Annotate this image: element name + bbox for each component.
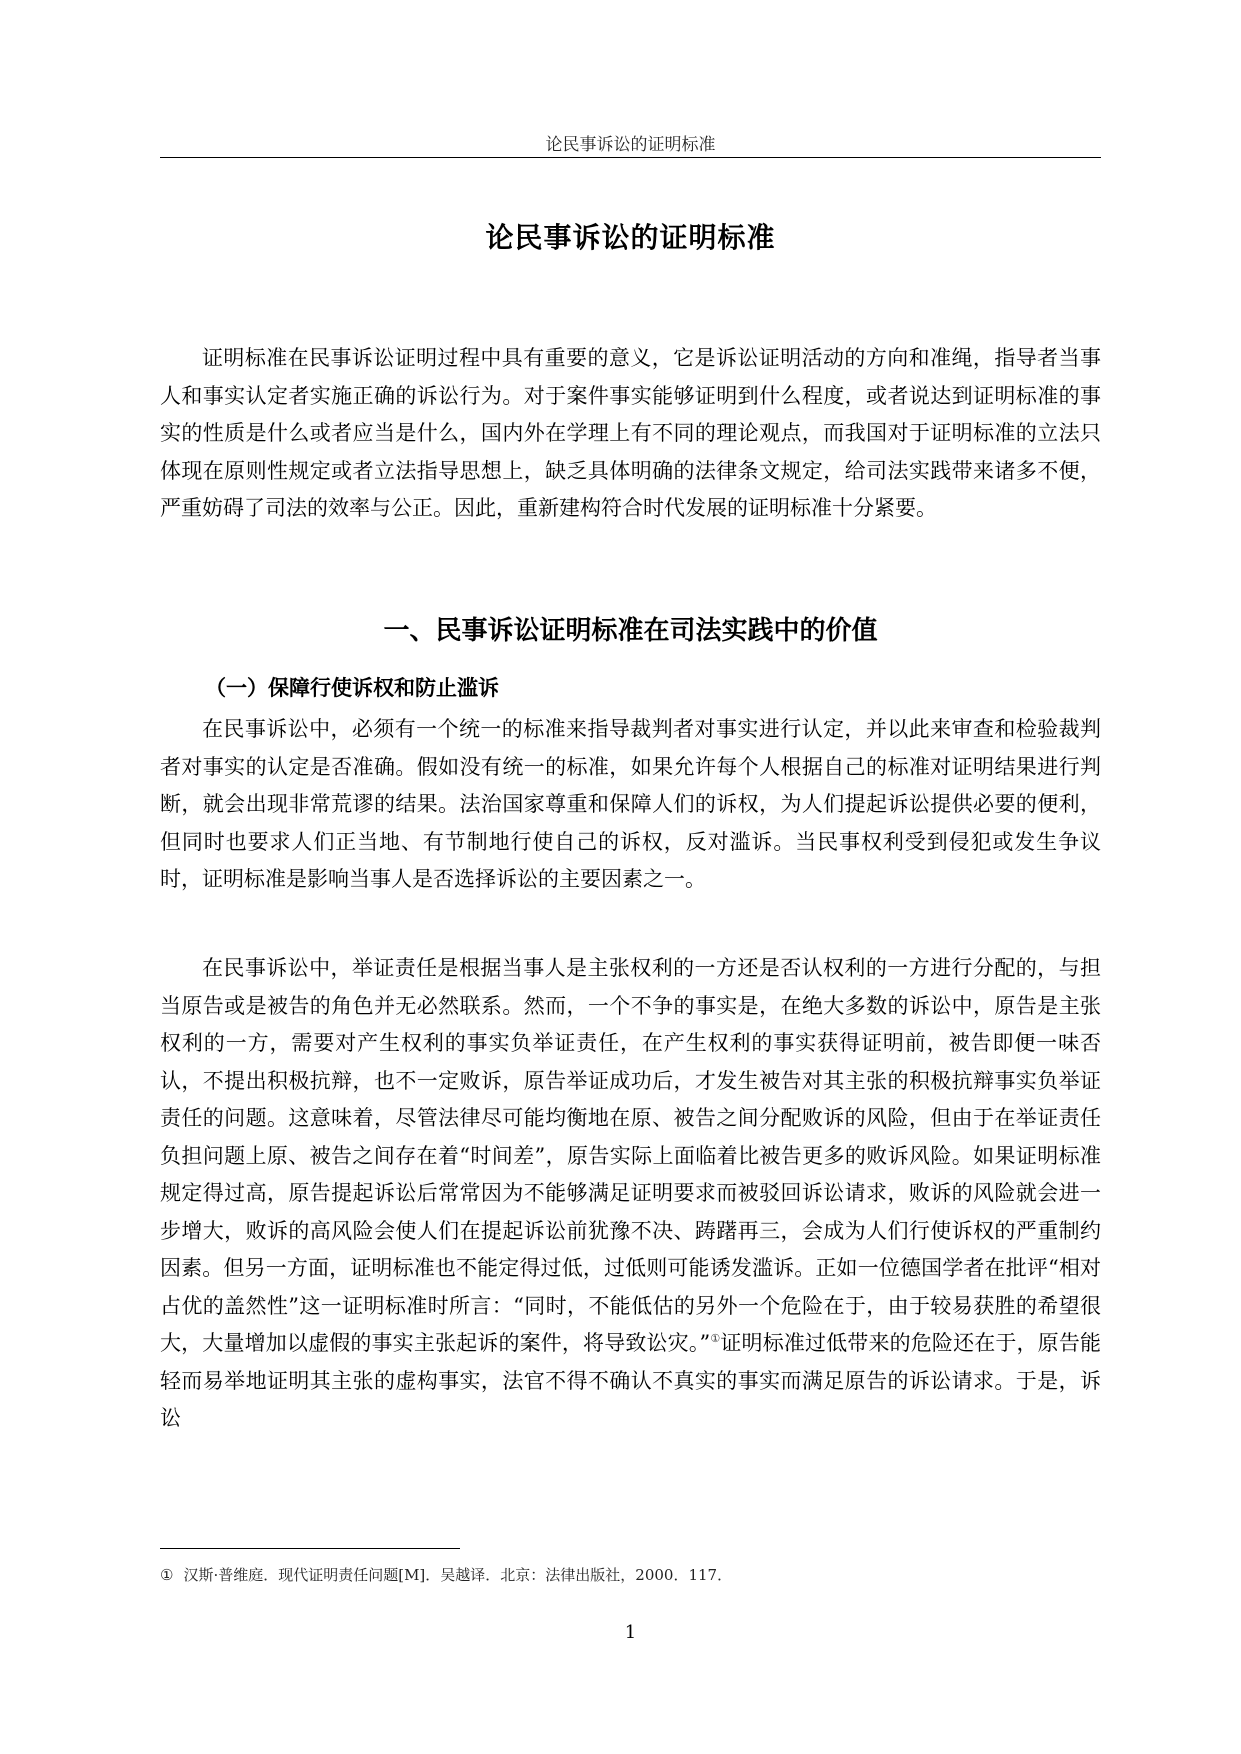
page-number: 1	[624, 1622, 637, 1643]
body-paragraph-3	[160, 950, 1101, 1438]
intro-paragraph: 证明标准在民事诉讼证明过程中具有重要的意义，它是诉讼证明活动的方向和准绳，指导者当事人和事实认定者实施正确的诉讼行为。对于案件事实能够证明到什么程度，或者说达到证明标准的事实的性质是什么或者应当是什么，国内外在学理上有不同的理论观点，而我国对于证明标准的立法只体现在原则性规定或者立法指导思想上，缺乏具体明确的法律条文规定，给司法实践带来诸多不便，严重妨碍了司法的效率与公正。因此，重新建构符合时代发展的证明标准十分紧要。	[160, 346, 1101, 520]
paragraph-3-text-after-ref: 证明标准过低带来的危险还在于，原告能轻而易举地证明其主张的虚构事实，法官不得不确认不真实的事实而满足原告的诉讼请求。于是，诉讼	[160, 1331, 1101, 1430]
section-heading: 一、民事诉讼证明标准在司法实践中的价值	[383, 616, 878, 646]
subsection-heading: （一）保障行使诉权和防止滥诉	[205, 676, 499, 700]
body-paragraph-2: 在民事诉讼中，必须有一个统一的标准来指导裁判者对事实进行认定，并以此来审查和检验裁判者对事实的认定是否准确。假如没有统一的标准，如果允许每个人根据自己的标准对证明结果进行判断，就会出现非常荒谬的结果。法治国家尊重和保障人们的诉权，为人们提起诉讼提供必要的便利，但同时也要求人们正当地、有节制地行使自己的诉权，反对滥诉。当民事权利受到侵犯或发生争议时，证明标准是影响当事人是否选择诉讼的主要因素之一。	[160, 717, 1101, 891]
footnote-text: 汉斯·普维庭．现代证明责任问题[M]．吴越译．北京：法律出版社，2000．117．	[183, 1566, 733, 1584]
footnote	[160, 1564, 1101, 1585]
footnote-reference-marker[interactable]: ①	[710, 1332, 721, 1345]
footnote-divider	[160, 1548, 460, 1549]
paragraph-3-text-before-ref: 在民事诉讼中，举证责任是根据当事人是主张权利的一方还是否认权利的一方进行分配的，与担当原告或是被告的角色并无必然联系。然而，一个不争的事实是，在绝大多数的诉讼中，原告是主张权利的一方，需要对产生权利的事实负举证责任，在产生权利的事实获得证明前，被告即便一味否认，不提出积极抗辩，也不一定败诉，原告举证成功后，才发生被告对其主张的积极抗辩事实负举证责任的问题。这意味着，尽管法律尽可能均衡地在原、被告之间分配败诉的风险，但由于在举证责任负担问题上原、被告之间存在着“时间差”，原告实际上面临着比被告更多的败诉风险。如果证明标准规定得过高，原告提起诉讼后常常因为不能够满足证明要求而被驳回诉讼请求，败诉的风险就会进一步增大，败诉的高风险会使人们在提起诉讼前犹豫不决、踌躇再三，会成为人们行使诉权的严重制约因素。但另一方面，证明标准也不能定得过低，过低则可能诱发滥诉。正如一位德国学者在批评“相对占优的盖然性”这一证明标准时所言：“同时，不能低估的另外一个危险在于，由于较易获胜的希望很大，大量增加以虚假的事实主张起诉的案件，将导致讼灾。”	[160, 956, 1101, 1355]
running-header: 论民事诉讼的证明标准	[545, 135, 716, 155]
footnote-mark: ①	[160, 1566, 174, 1584]
header-divider	[160, 157, 1101, 158]
document-title: 论民事诉讼的证明标准	[485, 221, 776, 254]
